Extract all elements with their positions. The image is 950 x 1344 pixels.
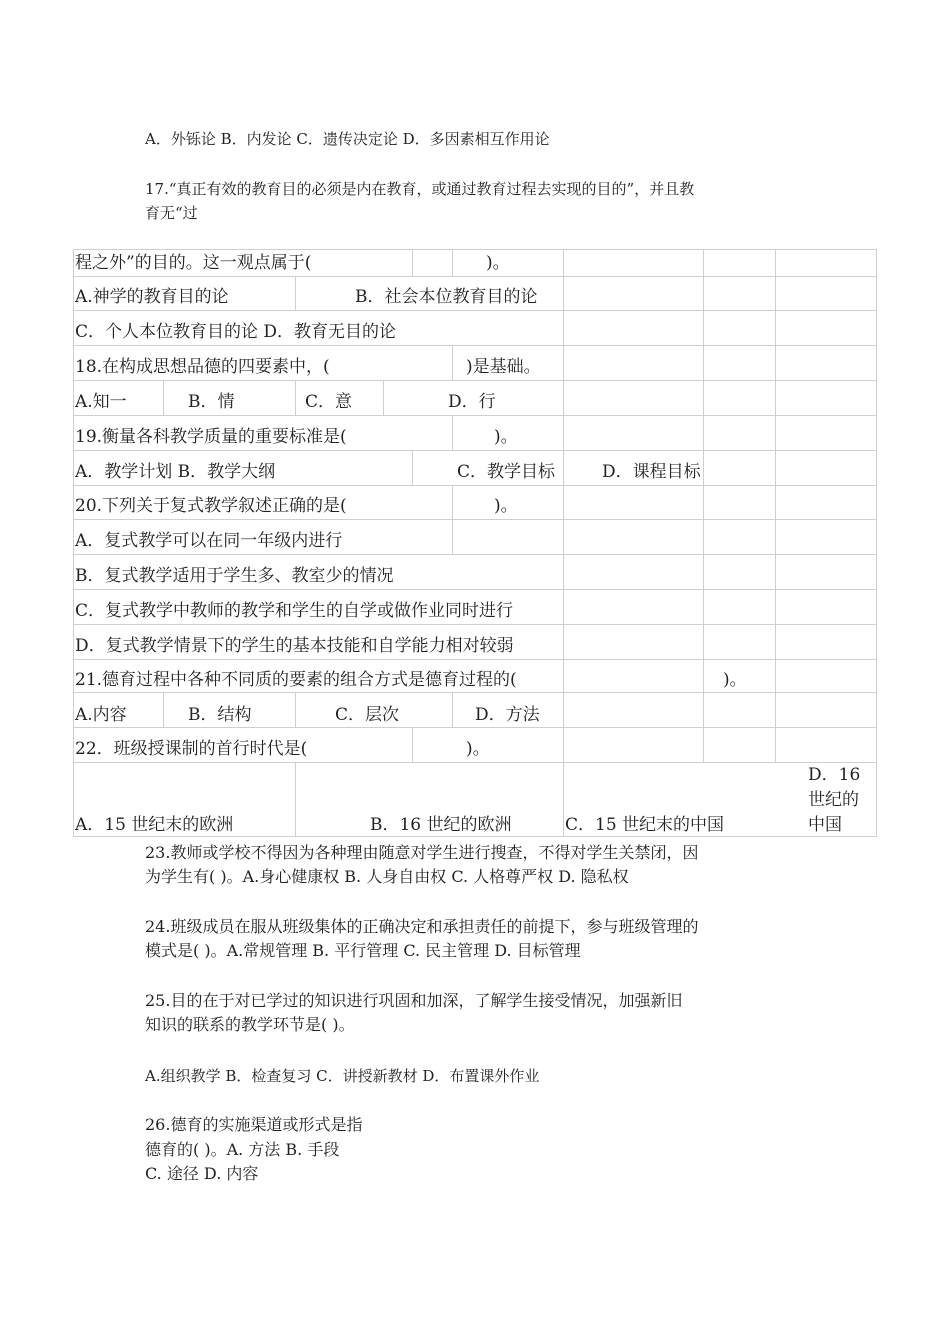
- q21-stem: 21.德育过程中各种不同质的要素的组合方式是德育过程的(: [75, 670, 517, 690]
- q23-line1: 23.教师或学校不得因为各种理由随意对学生进行搜查，不得对学生关禁闭，因: [145, 843, 699, 862]
- q18-option-c: C．意: [305, 392, 353, 412]
- q16-options: A．外铄论 B．内发论 C．遗传决定论 D．多因素相互作用论: [145, 130, 550, 148]
- q20-stem: 20.下列关于复式教学叙述正确的是(: [75, 496, 347, 516]
- q18-option-d: D．行: [448, 392, 496, 412]
- q25-options: A.组织教学 B．检查复习 C．讲授新教材 D．布置课外作业: [145, 1067, 540, 1085]
- q20-option-c: C．复式教学中教师的教学和学生的自学或做作业同时进行: [75, 601, 514, 621]
- q20-option-b: B．复式教学适用于学生多、教室少的情况: [75, 566, 394, 586]
- q21-option-d: D．方法: [475, 705, 540, 725]
- q22-option-b: B．16 世纪的欧洲: [370, 815, 512, 835]
- q26-line3: C. 途径 D. 内容: [145, 1164, 259, 1183]
- q17-line2: 育无“过: [145, 204, 198, 222]
- q20-option-d: D．复式教学情景下的学生的基本技能和自学能力相对较弱: [75, 636, 514, 656]
- q25-line2: 知识的联系的教学环节是( )。: [145, 1015, 355, 1034]
- q22-option-d: D．16 世纪的中国: [808, 765, 861, 835]
- q18-option-a: A.知一: [75, 392, 127, 412]
- q25-line1: 25.目的在于对已学过的知识进行巩固和加深，了解学生接受情况，加强新旧: [145, 991, 683, 1010]
- q22-option-c: C．15 世纪末的中国: [565, 815, 725, 835]
- q17-option-a: A.神学的教育目的论: [75, 287, 229, 307]
- q17-line1: 17.“真正有效的教育目的必须是内在教育，或通过教育过程去实现的目的”，并且教: [145, 180, 695, 198]
- q19-option-c: C．教学目标: [457, 462, 556, 482]
- q20-stem-end: )。: [494, 496, 518, 516]
- q19-stem-end: )。: [494, 427, 518, 447]
- q17-options-cd: C．个人本位教育目的论 D．教育无目的论: [75, 322, 397, 342]
- q22-stem: 22．班级授课制的首行时代是(: [75, 739, 308, 759]
- q21-option-a: A.内容: [75, 705, 127, 725]
- q19-option-d: D．课程目标: [602, 462, 701, 482]
- q21-option-b: B．结构: [188, 705, 252, 725]
- q21-stem-end: )。: [723, 670, 747, 690]
- q17-option-b: B．社会本位教育目的论: [355, 287, 538, 307]
- q20-option-a: A．复式教学可以在同一年级内进行: [75, 531, 343, 551]
- q17-line3: 程之外”的目的。这一观点属于(: [75, 253, 312, 273]
- q26-line1: 26.德育的实施渠道或形式是指: [145, 1115, 363, 1134]
- q17-blank-end: )。: [486, 253, 510, 273]
- q21-option-c: C．层次: [335, 705, 400, 725]
- q18-option-b: B．情: [188, 392, 235, 412]
- q22-option-a: A．15 世纪末的欧洲: [75, 815, 234, 835]
- q19-stem: 19.衡量各科教学质量的重要标准是(: [75, 427, 347, 447]
- q18-stem: 18.在构成思想品德的四要素中，(: [75, 357, 330, 377]
- q23-line2: 为学生有( )。A.身心健康权 B. 人身自由权 C. 人格尊严权 D. 隐私权: [145, 867, 629, 886]
- q24-line1: 24.班级成员在服从班级集体的正确决定和承担责任的前提下，参与班级管理的: [145, 917, 699, 936]
- q19-options-ab: A．教学计划 B．教学大纲: [75, 462, 276, 482]
- q18-stem-end: )是基础。: [466, 357, 541, 377]
- q24-line2: 模式是( )。A.常规管理 B. 平行管理 C. 民主管理 D. 目标管理: [145, 941, 581, 960]
- q22-stem-end: )。: [466, 739, 490, 759]
- q26-line2: 德育的( )。A. 方法 B. 手段: [145, 1140, 340, 1159]
